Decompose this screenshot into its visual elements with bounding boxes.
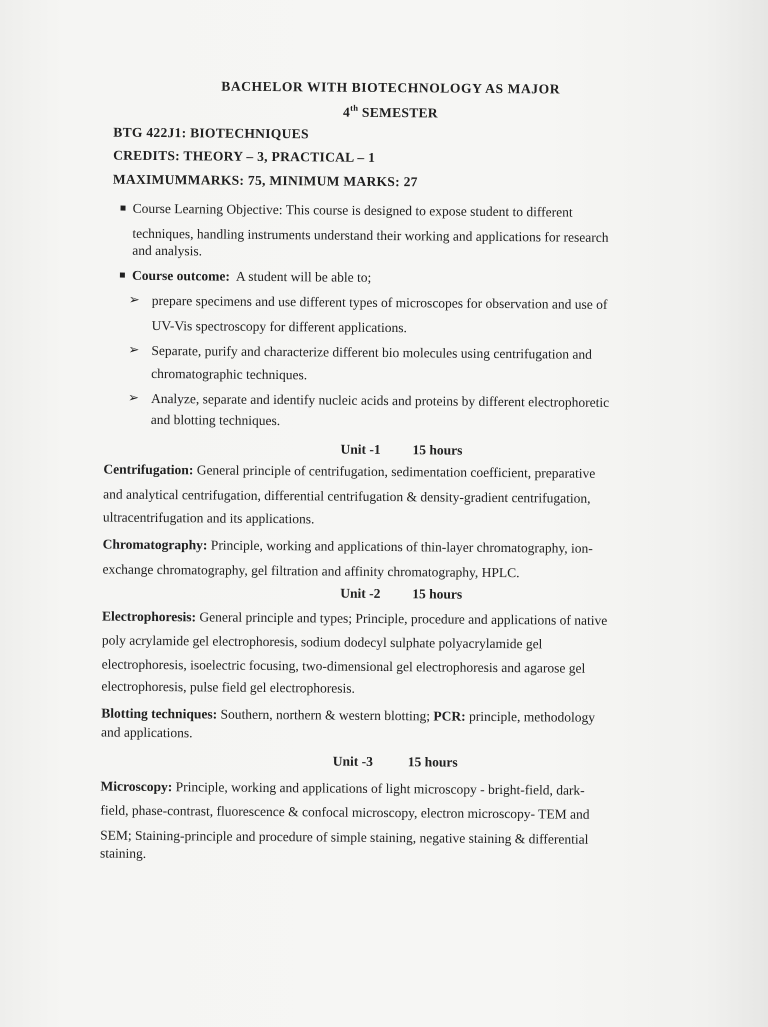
topic-line: electrophoresis, pulse field gel electrophoresis. bbox=[101, 678, 355, 696]
topic-text: Principle, working and applications of thin-layer chromatography, ion- bbox=[210, 537, 593, 556]
topic-line: and applications. bbox=[101, 724, 193, 741]
topic-line bbox=[101, 706, 595, 726]
arrow-bullet-icon: ➢ bbox=[127, 390, 139, 406]
unit-heading: Unit -2 bbox=[340, 585, 381, 601]
unit-heading: Unit -3 bbox=[332, 753, 374, 769]
topic-term: Centrifugation: bbox=[103, 461, 194, 478]
outcome-item-line: Separate, purify and characterize different bio molecules using centrifugation and bbox=[151, 342, 593, 362]
topic-text: Principle, working and applications of light microscopy - bright-field, dark- bbox=[175, 779, 585, 798]
topic-line bbox=[103, 537, 593, 557]
objective-text: This course is designed to expose student to different bbox=[285, 202, 573, 220]
outcome-item-line: Analyze, separate and identify nucleic acids and proteins by different electrophoretic bbox=[150, 390, 610, 410]
marks-line: MAXIMUMMARKS: 75, MINIMUM MARKS: 27 bbox=[112, 171, 418, 190]
topic-line: electrophoresis, isoelectric focusing, two-dimensional gel electrophoresis and agarose gel bbox=[101, 656, 586, 676]
semester-number: 4 bbox=[342, 104, 351, 120]
objective-line bbox=[133, 201, 573, 221]
topic-term: Chromatography: bbox=[102, 536, 208, 553]
semester-label: SEMESTER bbox=[361, 104, 438, 121]
topic-text: General principle of centrifugation, sedimentation coefficient, preparative bbox=[196, 462, 596, 481]
topic-text: Southern, northern & western blotting; bbox=[220, 706, 431, 724]
square-bullet-icon: ▪ bbox=[119, 202, 127, 214]
topic-line: field, phase-contrast, fluorescence & confocal microscopy, electron microscopy- TEM and bbox=[100, 802, 590, 822]
topic-term: Electrophoresis: bbox=[102, 608, 197, 625]
outcome-item-line: prepare specimens and use different types of microscopes for observation and use of bbox=[151, 292, 608, 312]
outcome-item-line: chromatographic techniques. bbox=[151, 365, 308, 383]
arrow-bullet-icon: ➢ bbox=[128, 292, 140, 308]
semester-heading bbox=[9, 102, 768, 125]
arrow-bullet-icon: ➢ bbox=[128, 342, 140, 358]
topic-line bbox=[103, 462, 595, 482]
outcome-label: Course outcome: bbox=[131, 267, 230, 284]
unit-heading: Unit -1 bbox=[340, 441, 381, 457]
topic-text: principle, methodology bbox=[469, 708, 596, 725]
topic-term: Microscopy: bbox=[100, 778, 173, 795]
topic-term: Blotting techniques: bbox=[101, 705, 218, 722]
topic-line: staining. bbox=[99, 845, 147, 861]
unit-hours: 15 hours bbox=[407, 754, 458, 770]
objective-label: Course Learning Objective: bbox=[132, 200, 283, 218]
topic-line: and analytical centrifugation, differential centrifugation & density-gradient centrifugation, bbox=[103, 486, 591, 506]
course-title: BTG 422J1: BIOTECHNIQUES bbox=[113, 124, 309, 142]
objective-line: and analysis. bbox=[132, 242, 203, 259]
topic-line: ultracentrifugation and its applications. bbox=[102, 509, 315, 527]
semester-suffix: th bbox=[350, 102, 359, 113]
objective-line: techniques, handling instruments understand their working and applications for research bbox=[132, 225, 609, 245]
topic-line bbox=[102, 609, 607, 629]
topic-text: General principle and types; Principle, procedure and applications of native bbox=[199, 609, 608, 628]
outcome-intro: A student will be able to; bbox=[235, 268, 372, 285]
topic-line bbox=[101, 779, 585, 799]
credits-line: CREDITS: THEORY – 3, PRACTICAL – 1 bbox=[113, 147, 376, 165]
outcome-item-line: and blotting techniques. bbox=[150, 411, 281, 429]
document-title: BACHELOR WITH BIOTECHNOLOGY AS MAJOR bbox=[221, 78, 561, 97]
outcome-item-line: UV-Vis spectroscopy for different applications. bbox=[151, 317, 407, 336]
topic-line: poly acrylamide gel electrophoresis, sodium dodecyl sulphate polyacrylamide gel bbox=[101, 632, 543, 652]
unit-hours: 15 hours bbox=[412, 442, 463, 458]
topic-inline-term: PCR: bbox=[433, 708, 466, 724]
topic-line: exchange chromatography, gel filtration and affinity chromatography, HPLC. bbox=[102, 561, 520, 581]
outcome-line bbox=[132, 268, 371, 286]
square-bullet-icon: ▪ bbox=[119, 269, 126, 281]
unit-hours: 15 hours bbox=[412, 586, 463, 602]
topic-line: SEM; Staining-principle and procedure of simple staining, negative staining & differential bbox=[100, 827, 589, 847]
